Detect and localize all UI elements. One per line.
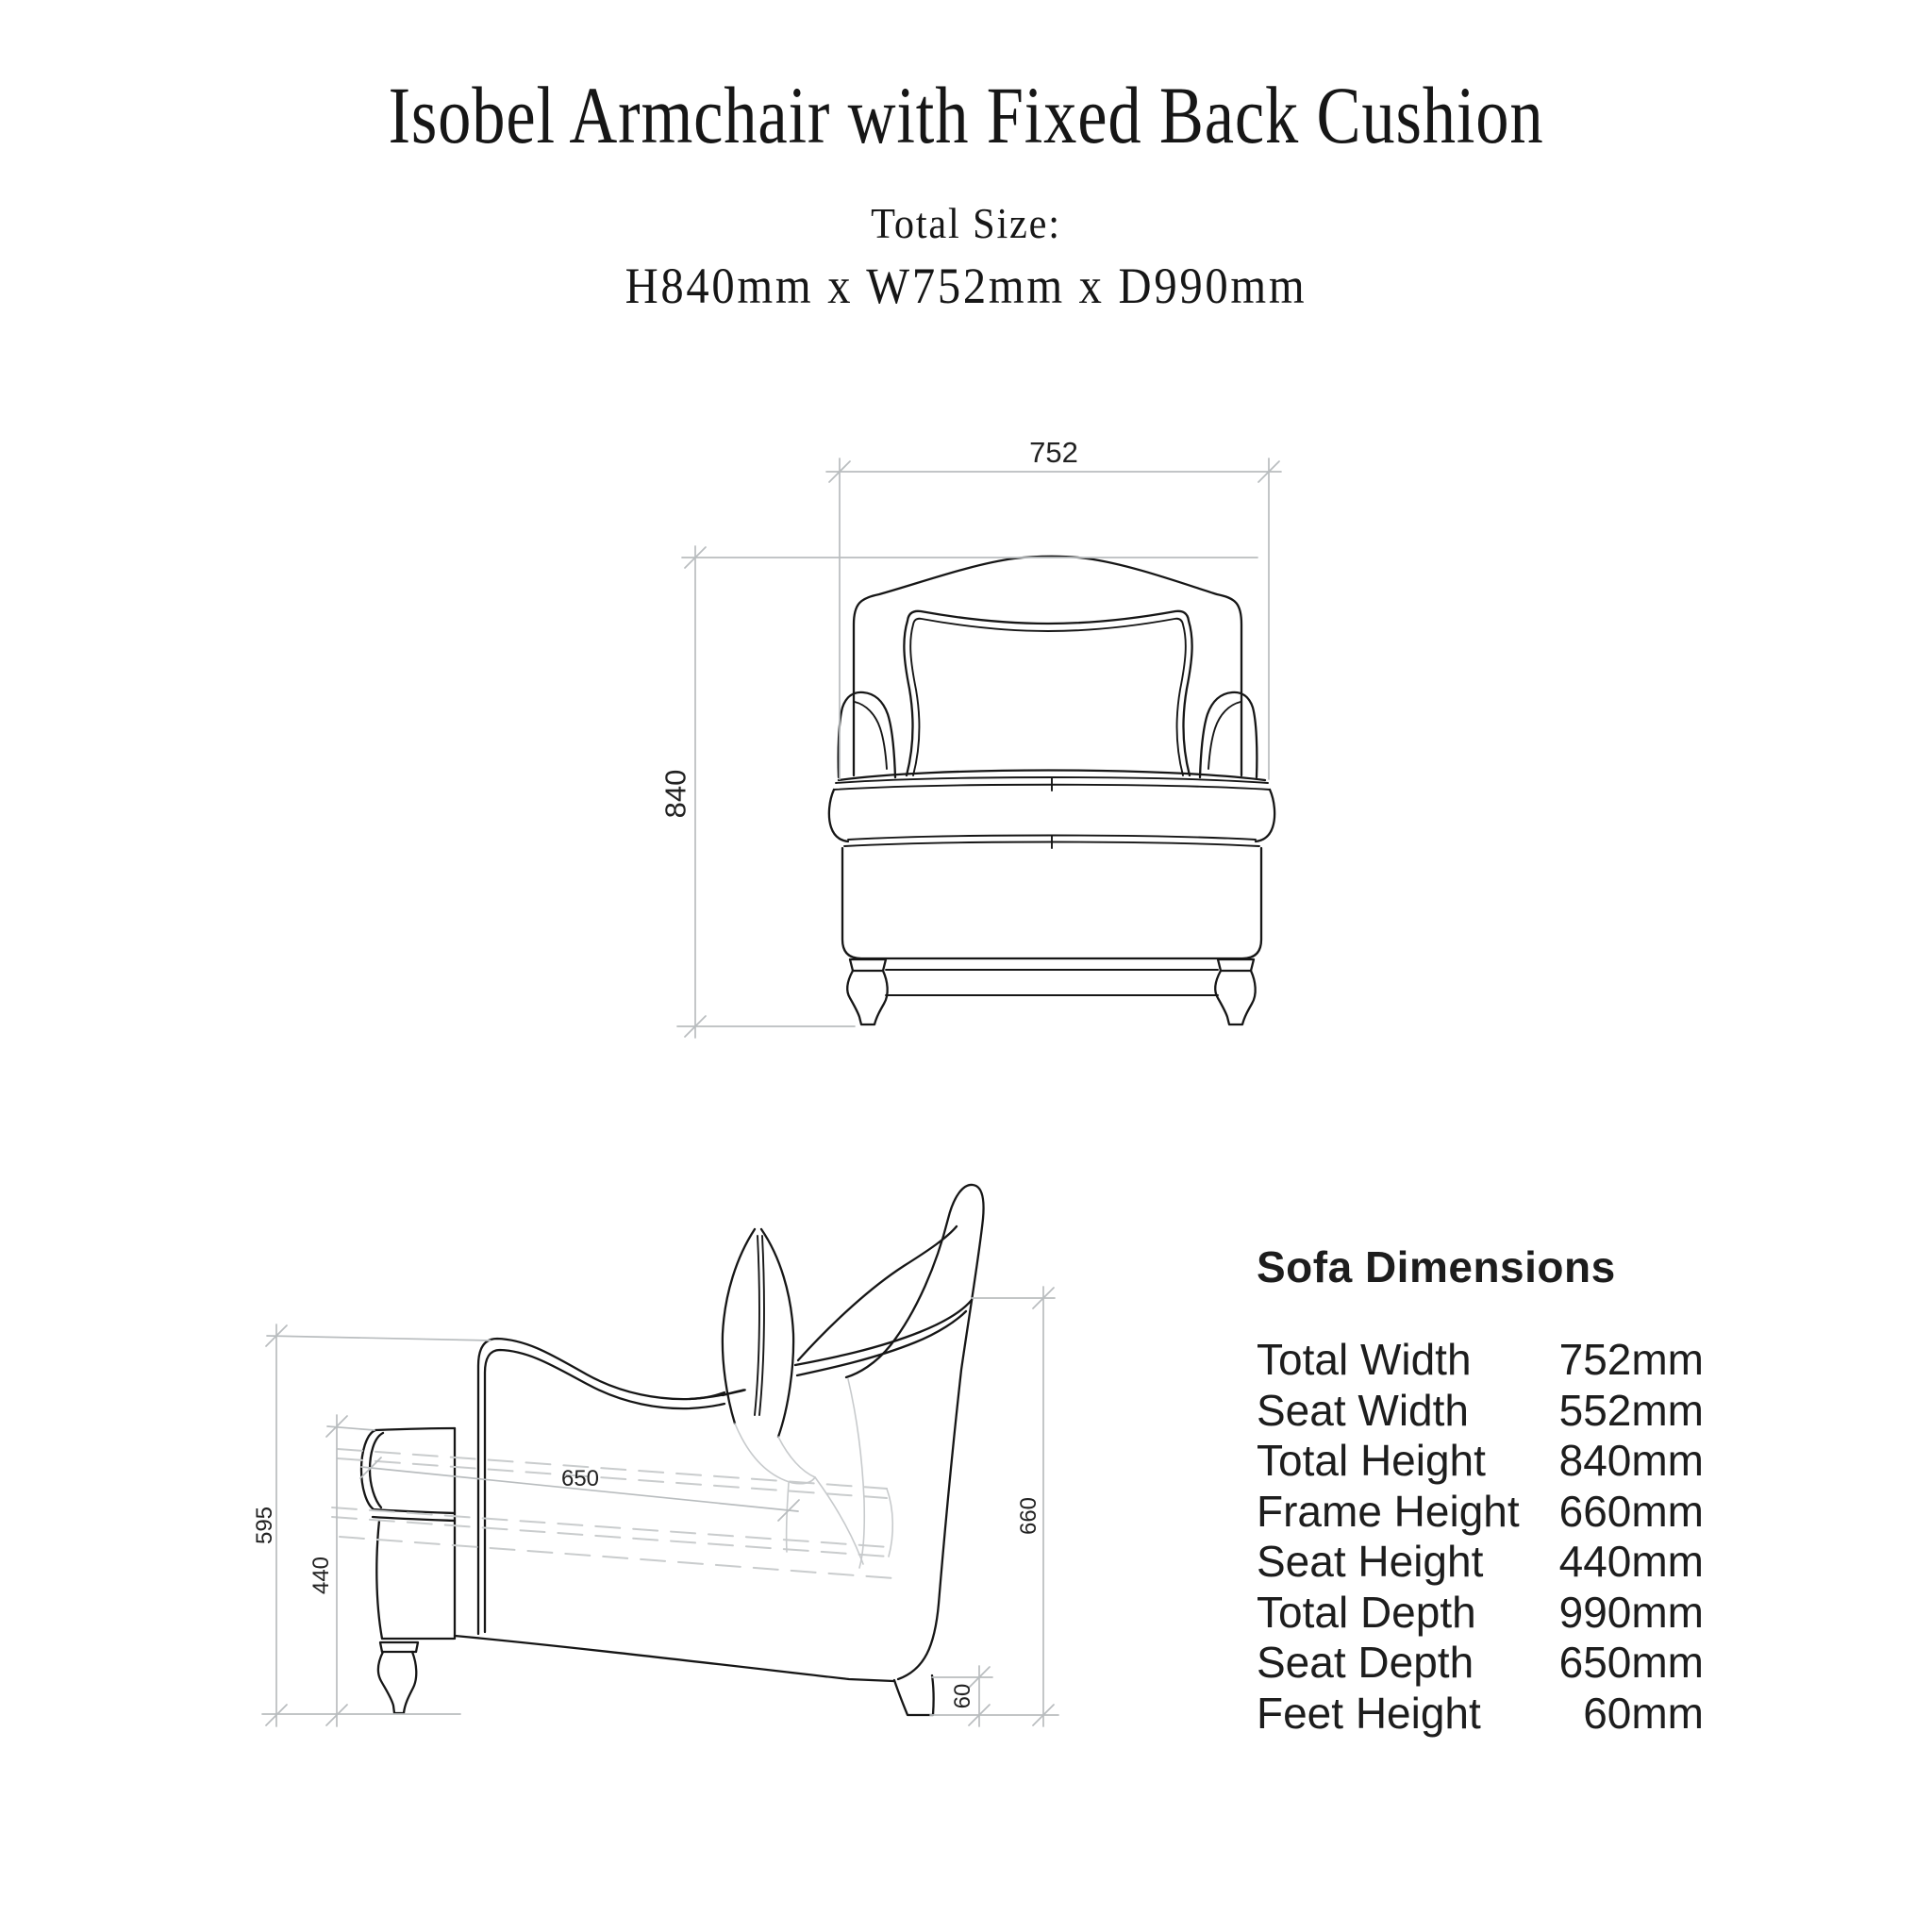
side-pillow-hidden-left	[735, 1424, 815, 1484]
row-label: Total Width	[1257, 1335, 1472, 1384]
front-left-foot	[847, 971, 888, 1024]
side-sweep-outer-right	[795, 1300, 972, 1365]
side-pillow-crease	[755, 1236, 764, 1415]
side-backrest-hidden-edge	[848, 1379, 864, 1568]
front-seat-side-left	[829, 790, 848, 841]
front-dim-ticks	[685, 461, 1279, 1037]
total-size-caption: Total Size:	[871, 199, 1061, 247]
row-label: Seat Width	[1257, 1385, 1469, 1435]
front-width-dim-label: 752	[1029, 436, 1078, 469]
row-value: 752mm	[1558, 1335, 1704, 1384]
front-seat-side-right	[1256, 790, 1274, 841]
side-sweep-inner-right	[797, 1311, 966, 1375]
side-dim-ticks	[266, 1288, 1054, 1725]
front-base-rails	[886, 970, 1218, 995]
row-value: 650mm	[1558, 1638, 1704, 1687]
side-front-leg	[378, 1652, 416, 1713]
front-base	[842, 848, 1261, 958]
side-pillow-hidden-crease	[787, 1483, 789, 1552]
row-label: Seat Depth	[1257, 1638, 1474, 1687]
table-row	[1257, 1486, 1704, 1537]
row-value: 440mm	[1558, 1537, 1704, 1586]
row-label: Frame Height	[1257, 1486, 1520, 1536]
table-row	[1257, 1587, 1704, 1638]
front-left-foot-cap	[850, 959, 886, 971]
side-hidden-solid-lines	[735, 1379, 892, 1568]
side-arm-base	[376, 1428, 455, 1639]
front-back-cushion	[904, 611, 1191, 775]
table-row	[1257, 1435, 1704, 1486]
table-row	[1257, 1688, 1704, 1739]
side-front-leg-cap	[380, 1642, 418, 1652]
row-value: 660mm	[1558, 1486, 1704, 1536]
front-height-dim-label: 840	[658, 769, 692, 819]
row-label: Feet Height	[1257, 1688, 1481, 1738]
front-right-arm-contour	[1208, 702, 1241, 769]
front-view-drawing	[829, 557, 1274, 1024]
front-right-foot-cap	[1218, 959, 1254, 971]
page-title: Isobel Armchair with Fixed Back Cushion	[388, 70, 1544, 160]
table-row	[1257, 1536, 1704, 1587]
front-left-arm-contour	[855, 702, 887, 769]
side-650-dim-label: 650	[560, 1466, 600, 1491]
row-label: Seat Height	[1257, 1537, 1484, 1586]
table-row	[1257, 1334, 1704, 1385]
total-size-value: H840mm x W752mm x D990mm	[625, 258, 1307, 314]
dimensions-table	[1257, 1241, 1704, 1738]
side-595-dim-label: 595	[252, 1506, 277, 1545]
side-seat-rear-cap	[887, 1489, 892, 1557]
dimensions-table-header: Sofa Dimensions	[1257, 1242, 1616, 1291]
front-view-dimensions	[677, 458, 1281, 1038]
side-pillow-hidden-right	[778, 1437, 815, 1477]
row-value: 552mm	[1558, 1385, 1704, 1435]
row-value: 840mm	[1558, 1436, 1704, 1485]
table-row	[1257, 1637, 1704, 1688]
side-backrest-front-edge	[798, 1226, 957, 1360]
side-seat-dash-bottom	[332, 1507, 893, 1578]
side-view-drawing	[361, 1185, 984, 1715]
side-60-dim-label: 60	[950, 1683, 975, 1709]
side-660-dim-label: 660	[1016, 1496, 1041, 1536]
front-back-cushion-piping	[910, 619, 1186, 775]
row-value: 60mm	[1583, 1688, 1704, 1738]
side-595-ext-top	[267, 1336, 491, 1341]
table-row	[1257, 1385, 1704, 1436]
row-label: Total Depth	[1257, 1587, 1476, 1637]
side-440-dim-label: 440	[308, 1556, 334, 1595]
front-right-foot	[1215, 971, 1256, 1024]
row-value: 990mm	[1558, 1587, 1704, 1637]
side-rear-foot	[894, 1675, 934, 1715]
row-label: Total Height	[1257, 1436, 1486, 1485]
side-bottom-edge	[455, 1636, 893, 1681]
